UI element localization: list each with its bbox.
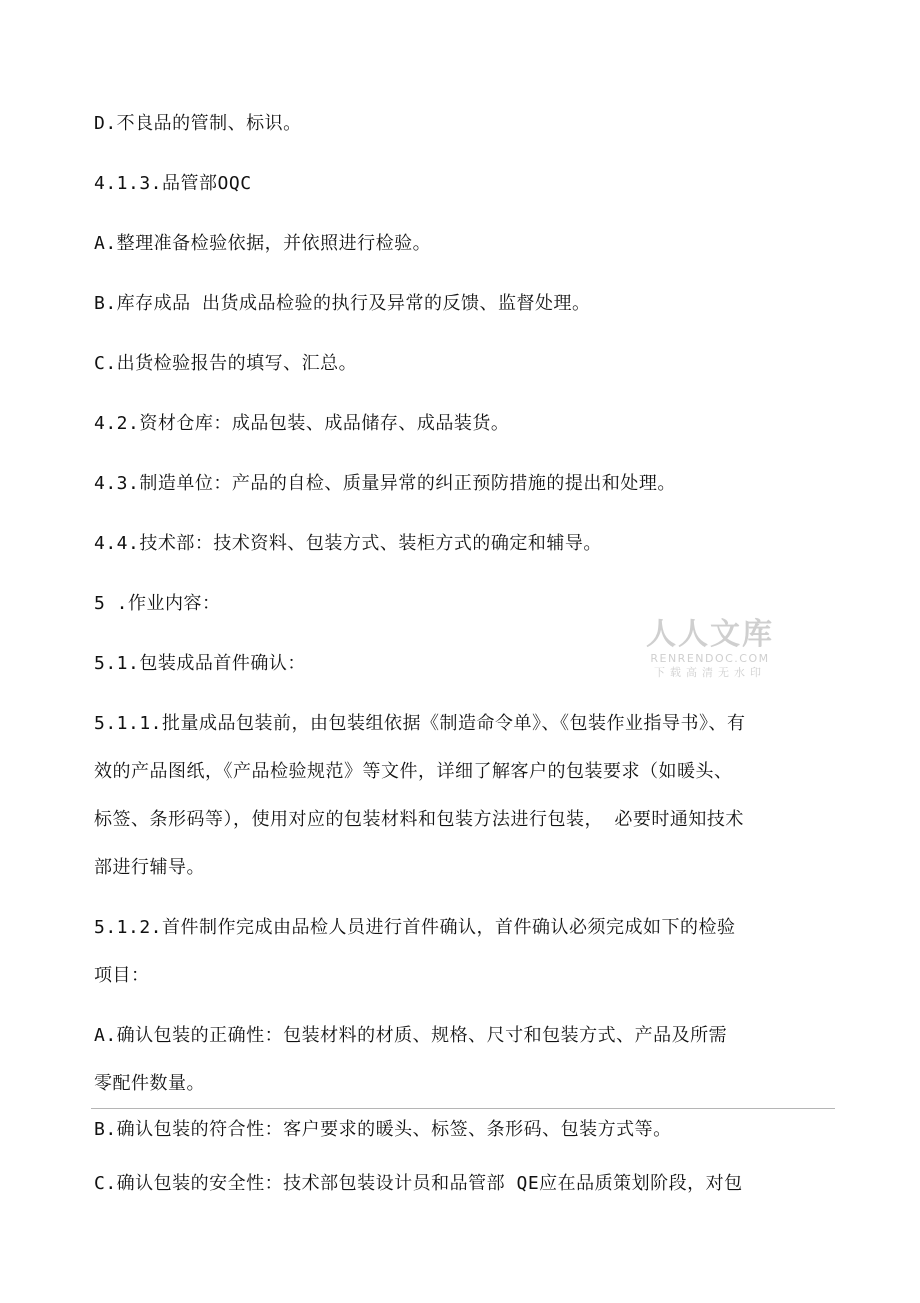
paragraph-5-1-1-line-3: 标签、条形码等），使用对应的包装材料和包装方法进行包装， 必要时通知技术 xyxy=(94,809,744,830)
watermark-title: 人人文库 xyxy=(646,617,774,652)
paragraph-5-1-1-line-4: 部进行辅导。 xyxy=(94,857,205,878)
paragraph-5-1-1-line-2: 效的产品图纸，《产品检验规范》等文件，详细了解客户的包装要求（如暖头、 xyxy=(94,761,733,782)
heading-4-2-warehouse: 4.2.资材仓库：成品包装、成品储存、成品装货。 xyxy=(94,413,510,434)
text-line-defect-control: D.不良品的管制、标识。 xyxy=(94,113,302,134)
paragraph-5-1-2-line-2: 项目： xyxy=(94,965,150,986)
page-divider xyxy=(91,1108,835,1109)
paragraph-5-1-1-line-1: 5.1.1.批量成品包装前，由包装组依据《制造命令单》、《包装作业指导书》、有 xyxy=(94,713,746,734)
text-line-item-c: C.出货检验报告的填写、汇总。 xyxy=(94,353,358,374)
heading-4-1-3-oqc: 4.1.3.品管部OQC xyxy=(94,173,252,194)
text-line-item-b: B.库存成品 出货成品检验的执行及异常的反馈、监督处理。 xyxy=(94,293,591,314)
paragraph-5-1-2-line-1: 5.1.2.首件制作完成由品检人员进行首件确认，首件确认必须完成如下的检验 xyxy=(94,917,736,938)
item-a-line-2: 零配件数量。 xyxy=(94,1073,205,1094)
watermark-domain: RENRENDOC.COM xyxy=(650,652,770,665)
watermark-subtitle: 下载高清无水印 xyxy=(654,666,766,679)
item-a-line-1: A.确认包装的正确性：包装材料的材质、规格、尺寸和包装方式、产品及所需 xyxy=(94,1025,728,1046)
text-line-item-a: A.整理准备检验依据，并依照进行检验。 xyxy=(94,233,432,254)
heading-4-3-manufacturing: 4.3.制造单位：产品的自检、质量异常的纠正预防措施的提出和处理。 xyxy=(94,473,676,494)
heading-5-1-first-article: 5.1.包装成品首件确认： xyxy=(94,653,306,674)
heading-5-work-content: 5 .作业内容： xyxy=(94,593,221,614)
item-b-line: B.确认包装的符合性：客户要求的暖头、标签、条形码、包装方式等。 xyxy=(94,1119,672,1140)
item-c-line: C.确认包装的安全性：技术部包装设计员和品管部 QE应在品质策划阶段，对包 xyxy=(94,1173,743,1194)
watermark xyxy=(640,618,780,680)
heading-4-4-technical: 4.4.技术部：技术资料、包装方式、装柜方式的确定和辅导。 xyxy=(94,533,602,554)
